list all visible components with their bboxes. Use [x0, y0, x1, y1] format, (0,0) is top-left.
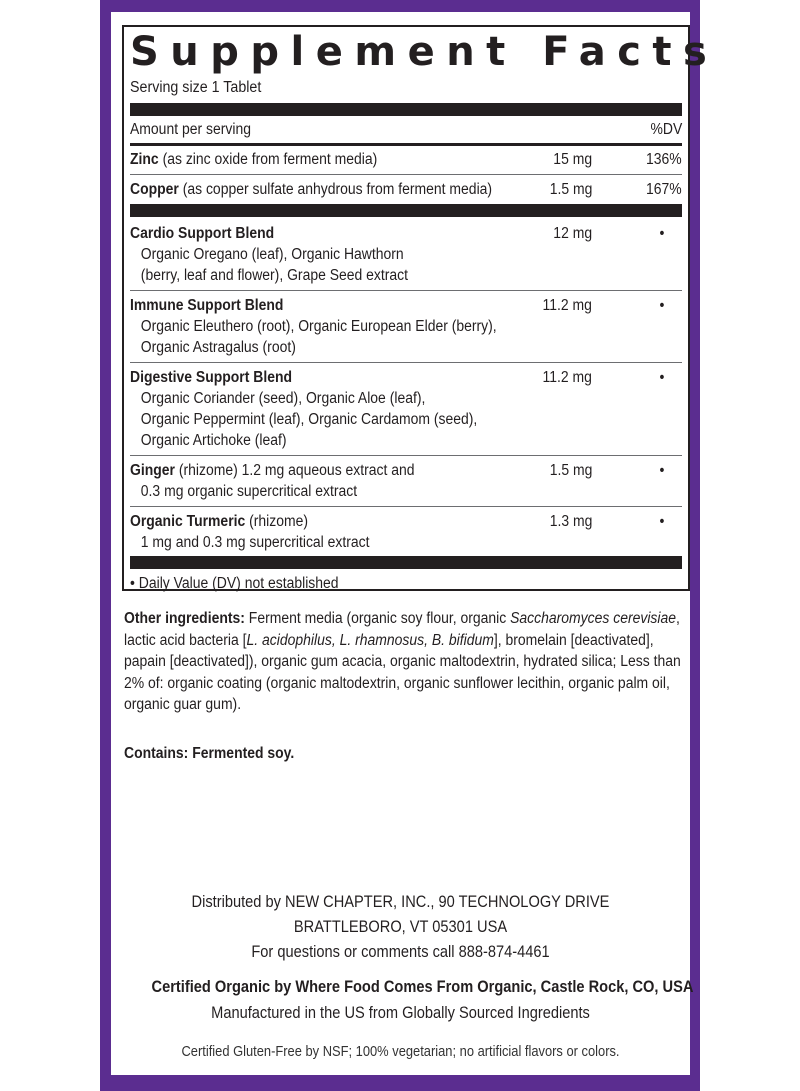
amount-header-row	[130, 119, 682, 140]
divider-thin	[130, 506, 682, 507]
ingredient-dv: •	[659, 462, 664, 479]
dv-header-label: %DV	[650, 121, 682, 138]
blend-name: Immune Support Blend	[130, 297, 284, 314]
distributor-line: Distributed by NEW CHAPTER, INC., 90 TECHNOLOGY DRIVE	[191, 892, 610, 911]
dv-footnote: • Daily Value (DV) not established	[130, 575, 339, 592]
ingredient-detail: (rhizome)	[245, 513, 309, 530]
ingredient-name: Organic Turmeric	[130, 513, 246, 530]
ingredient-amount: 1.3 mg	[549, 513, 592, 530]
blend-ingredients-line: Organic Peppermint (leaf), Organic Cardamom (seed),	[140, 411, 478, 428]
blend-dv: •	[659, 297, 664, 314]
organic-certification: Certified Organic by Where Food Comes From Organic, Castle Rock, CO, USA	[151, 977, 694, 996]
blend-ingredients-line: (berry, leaf and flower), Grape Seed extract	[140, 267, 409, 284]
blend-ingredients-line: Organic Oregano (leaf), Organic Hawthorn	[140, 246, 404, 263]
serving-size: Serving size 1 Tablet	[130, 79, 262, 96]
divider-medium	[130, 143, 682, 146]
other-ingredients-italic: Saccharomyces cerevisiae	[510, 610, 677, 627]
facts-title: Supplement Facts	[130, 29, 719, 75]
blend-amount: 11.2 mg	[542, 369, 592, 386]
gluten-free-line: Certified Gluten-Free by NSF; 100% vegetarian; no artificial flavors or colors.	[181, 1043, 620, 1060]
divider-thin	[130, 290, 682, 291]
certification-info	[111, 974, 694, 1026]
blend-row-digestive	[130, 367, 682, 451]
nutrient-name: Copper	[130, 181, 179, 198]
blend-ingredients-line: Organic Eleuthero (root), Organic European Elder (berry),	[140, 318, 497, 335]
ingredient-amount: 1.5 mg	[549, 462, 592, 479]
manufactured-line: Manufactured in the US from Globally Sourced Ingredients	[211, 1003, 590, 1022]
amount-header-label: Amount per serving	[130, 121, 251, 138]
other-ingredients-text: ], bromelain [deactivated], papain [deactivated]), organic gum acacia, organic maltodextrin, hydrated silica; Less than 2% of: organic coating (organic maltodextrin, organic sunflower lecithin, organic palm oil, organic guar gum).	[124, 631, 681, 713]
other-ingredients-text: Ferment media (organic soy flour, organic	[244, 610, 511, 627]
nutrient-row-zinc	[130, 149, 682, 170]
gluten-free-info	[111, 1042, 690, 1062]
blend-row-immune	[130, 295, 682, 358]
distributor-info	[111, 889, 690, 964]
divider-thin	[130, 174, 682, 175]
supplement-facts-table	[122, 25, 719, 592]
nutrient-dv: 167%	[646, 181, 682, 198]
ingredient-row-turmeric	[130, 511, 682, 553]
allergen-statement: Contains: Fermented soy.	[124, 745, 295, 762]
city-line: BRATTLEBORO, VT 05301 USA	[293, 917, 508, 936]
ingredient-name: Ginger	[130, 462, 175, 479]
nutrient-dv: 136%	[646, 151, 682, 168]
divider-thin	[130, 455, 682, 456]
blend-dv: •	[659, 369, 664, 386]
blend-ingredients-line: Organic Artichoke (leaf)	[140, 432, 287, 449]
divider-thick	[130, 103, 682, 116]
contact-line: For questions or comments call 888-874-4461	[251, 942, 550, 961]
label-panel	[111, 12, 719, 1075]
ingredient-dv: •	[659, 513, 664, 530]
blend-dv: •	[659, 225, 664, 242]
other-ingredients-text: , lactic acid bacteria [	[124, 610, 680, 649]
ingredient-detail-line: 1 mg and 0.3 mg supercritical extract	[140, 534, 370, 551]
ingredient-row-ginger	[130, 460, 682, 502]
nutrient-amount: 15 mg	[553, 151, 592, 168]
blend-row-cardio	[130, 223, 682, 286]
divider-thin	[130, 362, 682, 363]
nutrient-amount: 1.5 mg	[549, 181, 592, 198]
blend-name: Cardio Support Blend	[130, 225, 275, 242]
blend-name: Digestive Support Blend	[130, 369, 292, 386]
divider-thick	[130, 204, 682, 217]
blend-amount: 12 mg	[553, 225, 592, 242]
other-ingredients-italic: L. acidophilus, L. rhamnosus, B. bifidum	[246, 631, 494, 649]
blend-amount: 11.2 mg	[542, 297, 592, 314]
nutrient-detail: (as copper sulfate anhydrous from ferment media)	[178, 181, 493, 198]
label-frame	[100, 0, 719, 1091]
nutrient-name: Zinc	[130, 151, 159, 168]
other-ingredients-label: Other ingredients:	[124, 610, 245, 627]
ingredient-detail: (rhizome) 1.2 mg aqueous extract and	[174, 462, 415, 479]
nutrient-row-copper	[130, 179, 682, 200]
other-ingredients	[124, 608, 684, 716]
nutrient-detail: (as zinc oxide from ferment media)	[158, 151, 378, 168]
blend-ingredients-line: Organic Coriander (seed), Organic Aloe (leaf),	[140, 390, 426, 407]
divider-thick	[130, 556, 682, 569]
ingredient-detail-line: 0.3 mg organic supercritical extract	[140, 483, 358, 500]
blend-ingredients-line: Organic Astragalus (root)	[140, 339, 296, 356]
